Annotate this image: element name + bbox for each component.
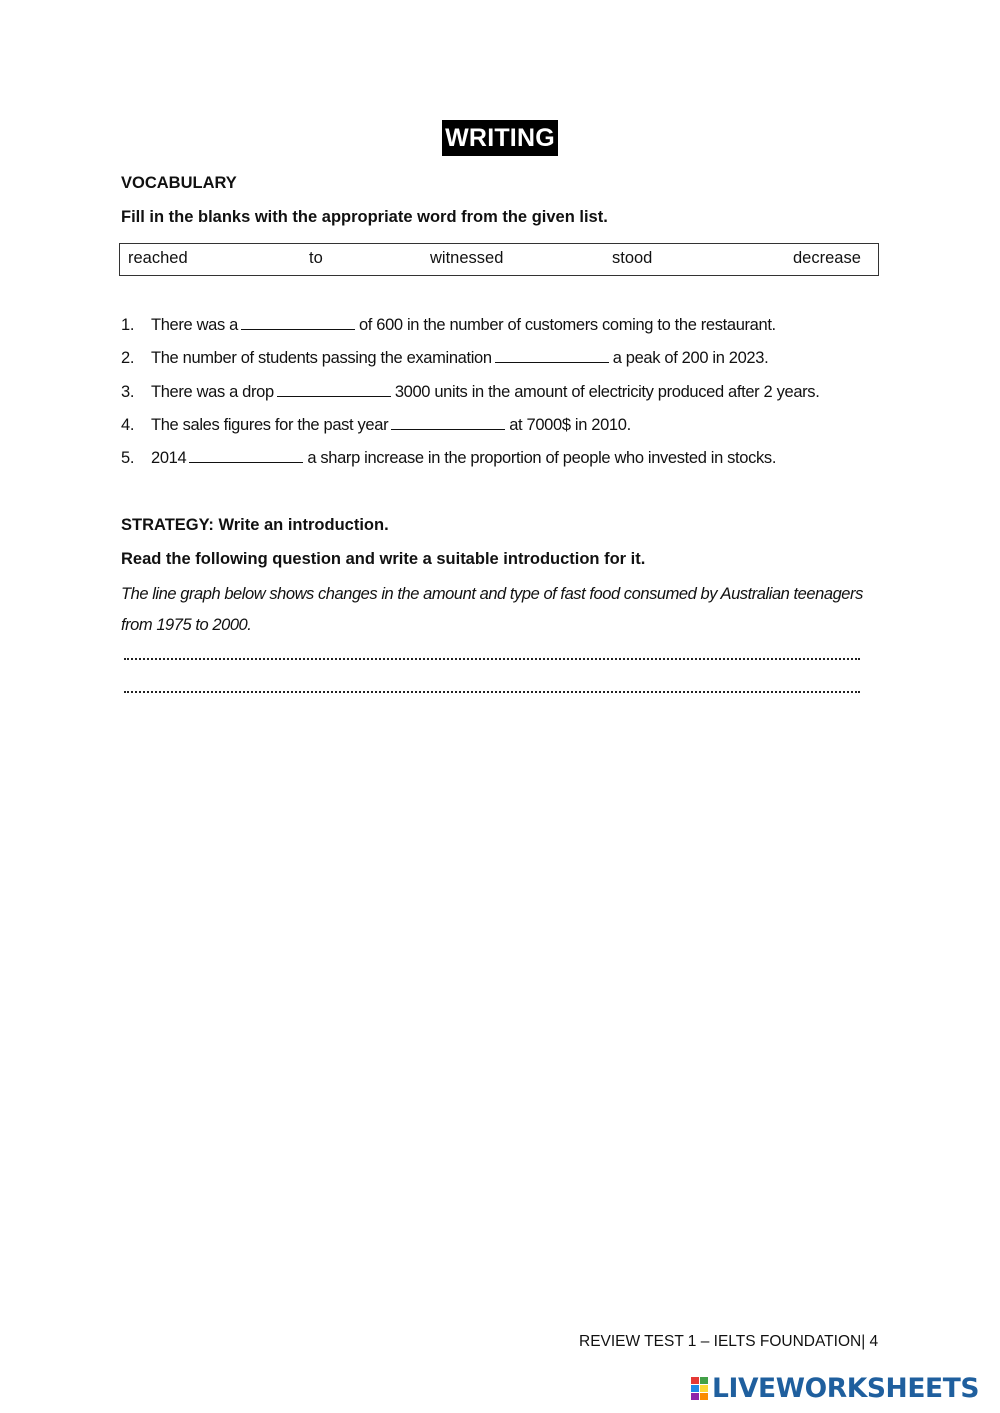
page-title: WRITING [442,120,558,156]
answer-blank[interactable] [391,412,505,430]
word-option: stood [612,249,653,267]
item-text-after: 3000 units in the amount of electricity produced after 2 years. [394,382,820,401]
item-text-after: a sharp increase in the proportion of people who invested in stocks. [307,449,777,468]
brand-logo [691,1374,979,1404]
item-number: 4. [121,415,135,434]
item-text-after: at 7000$ in 2010. [509,415,631,434]
vocabulary-heading: VOCABULARY [121,174,237,192]
item-number: 2. [121,349,135,368]
answer-line[interactable] [124,691,860,693]
answer-blank[interactable] [189,445,303,463]
logo-block [691,1377,699,1384]
liveworksheets-logo-icon [691,1377,709,1401]
exercise-item [121,312,819,345]
logo-block [700,1393,708,1400]
item-number: 1. [121,316,135,334]
exercise-item [121,379,819,412]
item-text-after: of 600 in the number of customers coming to the restaurant. [358,316,776,334]
writing-question: The line graph below shows changes in the amount and type of fast food consumed by Australian teenagers from 1975 to 2000. [121,585,863,634]
logo-block [691,1393,699,1400]
exercise-list [121,312,819,478]
answer-blank[interactable] [495,345,609,363]
word-option: reached [128,249,188,267]
title-wrapper [0,120,1000,156]
logo-block [691,1385,699,1392]
vocabulary-instruction: Fill in the blanks with the appropriate word from the given list. [121,208,608,226]
page-footer: REVIEW TEST 1 – IELTS FOUNDATION| 4 [579,1333,879,1350]
answer-blank[interactable] [241,312,355,330]
word-list-box [119,243,879,276]
strategy-heading: STRATEGY: Write an introduction. [121,516,389,534]
exercise-item [121,445,819,478]
item-text-after: a peak of 200 in 2023. [612,349,769,368]
word-option: to [309,249,323,267]
word-option: decrease [793,249,861,267]
answer-blank[interactable] [277,379,391,397]
answer-line[interactable] [124,658,860,660]
brand-name: LIVEWORKSHEETS [712,1373,980,1404]
word-option: witnessed [430,249,504,267]
logo-block [700,1385,708,1392]
item-text-before: 2014 [151,449,187,468]
item-text-before: The sales figures for the past year [151,415,389,434]
strategy-instruction: Read the following question and write a suitable introduction for it. [121,550,646,568]
item-text-before: The number of students passing the examination [151,349,492,368]
exercise-item [121,412,819,445]
exercise-item [121,345,819,378]
logo-block [700,1377,708,1384]
item-number: 5. [121,449,135,468]
item-number: 3. [121,382,135,401]
item-text-before: There was a drop [151,382,274,401]
item-text-before: There was a [151,316,238,334]
